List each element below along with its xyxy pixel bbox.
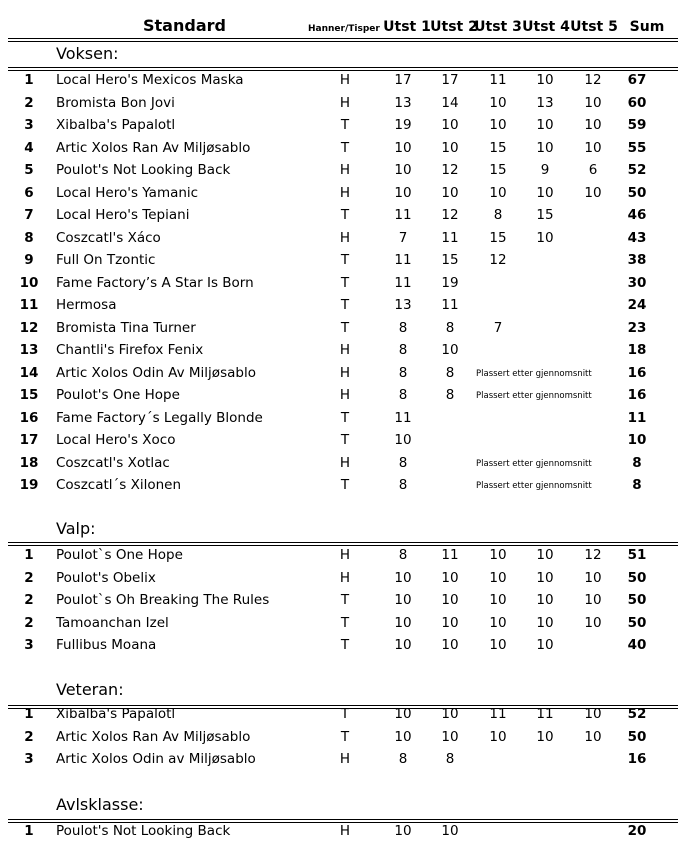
utst-5-cell: 10	[584, 184, 602, 201]
sex-cell: T	[340, 477, 350, 493]
rank-cell: 16	[19, 409, 39, 426]
utst-1-cell: 8	[398, 547, 408, 563]
dog-name-cell: Bromista Tina Turner	[56, 319, 196, 336]
rank-cell: 13	[19, 342, 39, 358]
utst-1-cell: 8	[398, 342, 408, 358]
table-row	[0, 317, 686, 339]
rank-cell: 5	[24, 162, 34, 178]
sex-cell: T	[340, 139, 350, 156]
sex-cell: H	[339, 823, 351, 839]
sex-cell: T	[340, 274, 350, 291]
sum-cell: 16	[627, 751, 647, 767]
utst-2-cell: 8	[445, 364, 455, 381]
placement-note: Plassert etter gjennomsnitt	[476, 458, 592, 469]
table-row	[0, 384, 686, 406]
dog-name-cell: Tamoanchan Izel	[56, 614, 169, 631]
utst-3-cell: 8	[493, 207, 503, 223]
table-row	[0, 159, 686, 181]
sex-cell: H	[339, 184, 351, 201]
rank-cell: 2	[24, 569, 34, 586]
table-row	[0, 634, 686, 656]
sum-cell: 50	[627, 184, 647, 201]
utst-4-cell: 9	[540, 162, 550, 178]
utst-3-cell: 10	[489, 592, 507, 608]
rank-cell: 18	[19, 454, 39, 471]
utst-3-cell: 10	[489, 728, 507, 745]
sum-cell: 59	[627, 117, 647, 133]
header-utst-4: Utst 4	[522, 19, 570, 35]
utst-1-cell: 17	[394, 72, 412, 88]
utst-3-cell: 15	[489, 162, 507, 178]
sum-cell: 55	[627, 139, 647, 156]
utst-4-cell: 10	[536, 72, 554, 88]
header-utst-2: Utst 2	[430, 19, 478, 35]
utst-2-cell: 10	[441, 342, 459, 358]
utst-2-cell: 10	[441, 706, 459, 722]
table-row	[0, 748, 686, 770]
header-utst-3: Utst 3	[474, 19, 522, 35]
utst-1-cell: 8	[398, 454, 408, 471]
utst-2-cell: 11	[441, 229, 459, 246]
utst-4-cell: 10	[536, 637, 554, 653]
sum-cell: 60	[627, 94, 647, 111]
table-row	[0, 589, 686, 611]
dog-name-cell: Poulot's Not Looking Back	[56, 162, 231, 178]
table-row	[0, 362, 686, 384]
sum-cell: 38	[627, 252, 647, 268]
table-header	[0, 0, 686, 36]
table-row	[0, 429, 686, 451]
utst-4-cell: 10	[536, 728, 554, 745]
utst-5-cell: 12	[584, 72, 602, 88]
sex-cell: T	[340, 117, 350, 133]
sum-cell: 24	[627, 297, 647, 313]
rank-cell: 6	[24, 184, 34, 201]
table-row	[0, 474, 686, 496]
sum-cell: 46	[627, 207, 647, 223]
utst-5-cell: 6	[588, 162, 598, 178]
utst-4-cell: 11	[536, 706, 554, 722]
sum-cell: 30	[627, 274, 647, 291]
sum-cell: 67	[627, 72, 647, 88]
rank-cell: 9	[24, 252, 34, 268]
rank-cell: 1	[24, 72, 34, 88]
sex-cell: H	[339, 547, 351, 563]
rank-cell: 1	[24, 706, 34, 722]
placement-note: Plassert etter gjennomsnitt	[476, 481, 592, 491]
sum-cell: 51	[627, 547, 647, 563]
sum-cell: 8	[632, 477, 642, 493]
utst-2-cell: 15	[441, 252, 459, 268]
rank-cell: 17	[19, 432, 39, 448]
dog-name-cell: Fame Factory´s Legally Blonde	[56, 409, 263, 426]
utst-1-cell: 10	[394, 162, 412, 178]
header-rule	[8, 38, 678, 42]
dog-name-cell: Artic Xolos Ran Av Miljøsablo	[56, 139, 251, 156]
section-title: Valp:	[56, 519, 96, 538]
utst-3-cell: 10	[489, 547, 507, 563]
utst-5-cell: 10	[584, 117, 602, 133]
utst-1-cell: 10	[394, 614, 412, 631]
sum-cell: 8	[632, 454, 642, 471]
dog-name-cell: Poulot`s Oh Breaking The Rules	[56, 592, 270, 608]
rank-cell: 7	[24, 207, 34, 223]
sex-cell: H	[339, 751, 351, 767]
sex-cell: T	[340, 706, 350, 722]
utst-2-cell: 10	[441, 728, 459, 745]
header-utst-1: Utst 1	[383, 19, 431, 35]
utst-1-cell: 7	[398, 229, 408, 246]
utst-1-cell: 13	[394, 297, 412, 313]
dog-name-cell: Bromista Bon Jovi	[56, 94, 175, 111]
table-row	[0, 452, 686, 474]
utst-3-cell: 10	[489, 94, 507, 111]
rank-cell: 2	[24, 592, 34, 608]
utst-3-cell: 10	[489, 117, 507, 133]
table-row	[0, 703, 686, 725]
utst-4-cell: 10	[536, 614, 554, 631]
sum-cell: 40	[627, 637, 647, 653]
utst-4-cell: 10	[536, 184, 554, 201]
utst-2-cell: 10	[441, 184, 459, 201]
utst-4-cell: 10	[536, 117, 554, 133]
utst-5-cell: 12	[584, 547, 602, 563]
sum-cell: 43	[627, 229, 647, 246]
sex-cell: T	[340, 207, 350, 223]
table-row	[0, 137, 686, 159]
utst-4-cell: 10	[536, 547, 554, 563]
sex-cell: H	[339, 162, 351, 178]
table-row	[0, 69, 686, 91]
utst-3-cell: 10	[489, 637, 507, 653]
utst-5-cell: 10	[584, 614, 602, 631]
utst-2-cell: 10	[441, 614, 459, 631]
sum-cell: 50	[627, 614, 647, 631]
utst-1-cell: 10	[394, 139, 412, 156]
utst-1-cell: 19	[394, 117, 412, 133]
sum-cell: 50	[627, 728, 647, 745]
sex-cell: H	[339, 364, 351, 381]
table-row	[0, 567, 686, 589]
table-row	[0, 294, 686, 316]
sum-cell: 23	[627, 319, 647, 336]
rank-cell: 4	[24, 139, 34, 156]
dog-name-cell: Poulot's Obelix	[56, 569, 156, 586]
utst-1-cell: 8	[398, 751, 408, 767]
utst-2-cell: 10	[441, 117, 459, 133]
utst-1-cell: 10	[394, 184, 412, 201]
rank-cell: 2	[24, 614, 34, 631]
rank-cell: 8	[24, 229, 34, 246]
rank-cell: 14	[19, 364, 39, 381]
sex-cell: H	[339, 94, 351, 111]
utst-1-cell: 8	[398, 364, 408, 381]
utst-1-cell: 11	[394, 207, 412, 223]
utst-1-cell: 8	[398, 319, 408, 336]
utst-1-cell: 8	[398, 477, 408, 493]
sex-cell: H	[339, 569, 351, 586]
utst-3-cell: 10	[489, 184, 507, 201]
utst-3-cell: 10	[489, 569, 507, 586]
dog-name-cell: Poulot`s One Hope	[56, 547, 183, 563]
dog-name-cell: Artic Xolos Odin Av Miljøsablo	[56, 364, 256, 381]
placement-note: Plassert etter gjennomsnitt	[476, 368, 592, 379]
utst-3-cell: 10	[489, 614, 507, 631]
sex-cell: H	[339, 229, 351, 246]
utst-1-cell: 10	[394, 823, 412, 839]
utst-5-cell: 10	[584, 569, 602, 586]
page-title: Standard	[143, 16, 226, 35]
sex-cell: H	[339, 454, 351, 471]
sum-cell: 50	[627, 569, 647, 586]
table-row	[0, 114, 686, 136]
header-sex: Hanner/Tisper	[308, 24, 380, 34]
table-row	[0, 544, 686, 566]
utst-2-cell: 11	[441, 297, 459, 313]
utst-2-cell: 10	[441, 139, 459, 156]
table-row	[0, 339, 686, 361]
sex-cell: T	[340, 252, 350, 268]
utst-2-cell: 8	[445, 751, 455, 767]
utst-1-cell: 13	[394, 94, 412, 111]
utst-5-cell: 10	[584, 728, 602, 745]
table-row	[0, 92, 686, 114]
utst-2-cell: 12	[441, 162, 459, 178]
utst-3-cell: 7	[493, 319, 503, 336]
rank-cell: 2	[24, 94, 34, 111]
dog-name-cell: Artic Xolos Ran Av Miljøsablo	[56, 728, 251, 745]
table-row	[0, 407, 686, 429]
dog-name-cell: Fame Factory’s A Star Is Born	[56, 274, 254, 291]
sex-cell: T	[340, 409, 350, 426]
dog-name-cell: Poulot's One Hope	[56, 387, 180, 403]
rank-cell: 3	[24, 637, 34, 653]
utst-4-cell: 10	[536, 229, 554, 246]
utst-4-cell: 10	[536, 592, 554, 608]
placement-note: Plassert etter gjennomsnitt	[476, 391, 592, 401]
dog-name-cell: Xibalba's Papalotl	[56, 117, 176, 133]
table-row	[0, 227, 686, 249]
utst-1-cell: 11	[394, 252, 412, 268]
utst-2-cell: 17	[441, 72, 459, 88]
dog-name-cell: Artic Xolos Odin av Miljøsablo	[56, 751, 256, 767]
dog-name-cell: Local Hero's Mexicos Maska	[56, 72, 244, 88]
utst-4-cell: 15	[536, 207, 554, 223]
sum-cell: 20	[627, 823, 647, 839]
utst-3-cell: 15	[489, 139, 507, 156]
utst-2-cell: 10	[441, 569, 459, 586]
dog-name-cell: Coszcatl's Xáco	[56, 229, 161, 246]
sum-cell: 52	[627, 162, 647, 178]
utst-2-cell: 10	[441, 592, 459, 608]
dog-name-cell: Hermosa	[56, 297, 117, 313]
table-row	[0, 272, 686, 294]
rank-cell: 19	[19, 477, 39, 493]
sum-cell: 10	[627, 432, 647, 448]
dog-name-cell: Coszcatl´s Xilonen	[56, 477, 182, 493]
dog-name-cell: Local Hero's Yamanic	[56, 184, 199, 201]
utst-2-cell: 8	[445, 319, 455, 336]
rank-cell: 2	[24, 728, 34, 745]
utst-5-cell: 10	[584, 139, 602, 156]
utst-5-cell: 10	[584, 94, 602, 111]
section-title: Avlsklasse:	[56, 795, 144, 814]
utst-1-cell: 10	[394, 706, 412, 722]
rank-cell: 11	[19, 297, 39, 313]
utst-3-cell: 11	[489, 72, 507, 88]
utst-1-cell: 11	[394, 409, 412, 426]
utst-3-cell: 11	[489, 706, 507, 722]
sex-cell: T	[340, 592, 350, 608]
dog-name-cell: Fullibus Moana	[56, 637, 157, 653]
utst-2-cell: 8	[445, 387, 455, 403]
table-row	[0, 182, 686, 204]
header-utst-5: Utst 5	[570, 19, 618, 35]
section-title: Veteran:	[56, 680, 124, 699]
dog-name-cell: Coszcatl's Xotlac	[56, 454, 170, 471]
utst-4-cell: 13	[536, 94, 554, 111]
rank-cell: 1	[24, 547, 34, 563]
dog-name-cell: Poulot's Not Looking Back	[56, 823, 231, 839]
table-row	[0, 820, 686, 842]
sex-cell: H	[339, 387, 351, 403]
rank-cell: 3	[24, 751, 34, 767]
rank-cell: 10	[19, 274, 39, 291]
rank-cell: 1	[24, 823, 34, 839]
sex-cell: T	[340, 728, 350, 745]
table-row	[0, 726, 686, 748]
table-row	[0, 204, 686, 226]
utst-1-cell: 10	[394, 432, 412, 448]
sum-cell: 11	[627, 409, 647, 426]
dog-name-cell: Local Hero's Xoco	[56, 432, 176, 448]
sex-cell: T	[340, 637, 350, 653]
utst-1-cell: 10	[394, 592, 412, 608]
dog-name-cell: Local Hero's Tepiani	[56, 207, 190, 223]
sex-cell: T	[340, 319, 350, 336]
utst-1-cell: 8	[398, 387, 408, 403]
utst-2-cell: 12	[441, 207, 459, 223]
utst-1-cell: 11	[394, 274, 412, 291]
dog-name-cell: Xibalba's Papalotl	[56, 706, 176, 722]
utst-1-cell: 10	[394, 728, 412, 745]
utst-2-cell: 11	[441, 547, 459, 563]
table-row	[0, 612, 686, 634]
sum-cell: 50	[627, 592, 647, 608]
dog-name-cell: Full On Tzontic	[56, 252, 156, 268]
rank-cell: 12	[19, 319, 39, 336]
table-row	[0, 249, 686, 271]
utst-2-cell: 10	[441, 637, 459, 653]
utst-4-cell: 10	[536, 569, 554, 586]
utst-5-cell: 10	[584, 706, 602, 722]
rank-cell: 15	[19, 387, 39, 403]
dog-name-cell: Chantli's Firefox Fenix	[56, 342, 204, 358]
sex-cell: T	[340, 432, 350, 448]
sum-cell: 52	[627, 706, 647, 722]
sex-cell: T	[340, 614, 350, 631]
utst-1-cell: 10	[394, 637, 412, 653]
sex-cell: H	[339, 72, 351, 88]
utst-3-cell: 12	[489, 252, 507, 268]
utst-4-cell: 10	[536, 139, 554, 156]
utst-1-cell: 10	[394, 569, 412, 586]
sex-cell: H	[339, 342, 351, 358]
utst-3-cell: 15	[489, 229, 507, 246]
header-sum: Sum	[629, 19, 665, 35]
sum-cell: 18	[627, 342, 647, 358]
section-title: Voksen:	[56, 44, 119, 63]
utst-2-cell: 19	[441, 274, 459, 291]
utst-2-cell: 10	[441, 823, 459, 839]
sum-cell: 16	[627, 387, 647, 403]
utst-2-cell: 14	[441, 94, 459, 111]
rank-cell: 3	[24, 117, 34, 133]
sum-cell: 16	[627, 364, 647, 381]
utst-5-cell: 10	[584, 592, 602, 608]
sex-cell: T	[340, 297, 350, 313]
